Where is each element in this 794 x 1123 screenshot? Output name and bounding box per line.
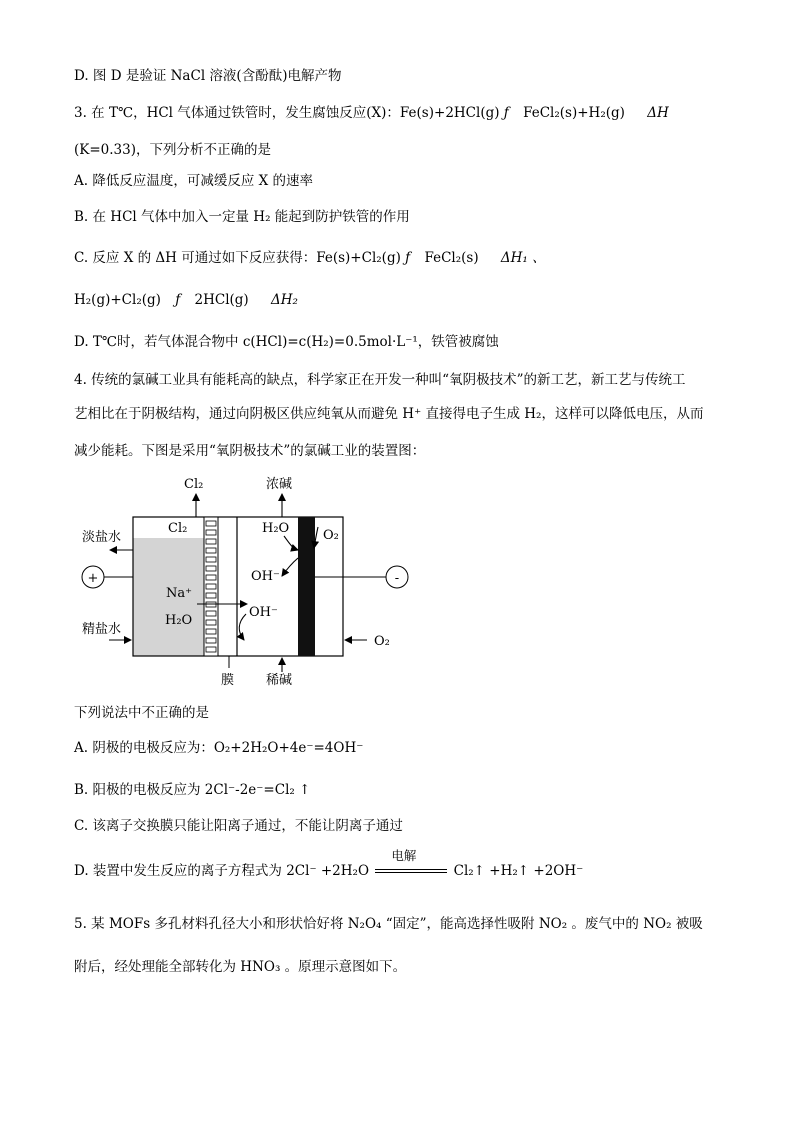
q4d-line-bottom	[375, 872, 447, 873]
q4d-products: Cl₂↑ +H₂↑ +2OH⁻	[453, 863, 584, 879]
cl2-in-label: Cl₂	[168, 521, 188, 536]
q4d-text: D. 装置中发生反应的离子方程式为 2Cl⁻ +2H₂O	[74, 863, 370, 879]
q4d-line-top	[375, 869, 447, 870]
q3c2-equilibrium-arrow: ƒ	[175, 292, 181, 308]
conc-base-label: 浓碱	[266, 477, 293, 492]
dilute-brine-label: 淡盐水	[82, 530, 122, 545]
q4-stem-line2: 艺相比在于阴极结构，通过向阴极区供应纯氧从而避免 H⁺ 直接得电子生成 H₂，这样可以降低电压，从而	[74, 406, 704, 422]
q4d-condition: 电解	[391, 848, 417, 863]
q4-stem-line3: 减少能耗。下图是采用“氧阴极技术”的氯碱工业的装置图：	[74, 443, 426, 459]
q4-option-d	[74, 848, 584, 880]
q3-equilibrium-arrow: ƒ	[503, 105, 509, 121]
h2o-left-label: H₂O	[165, 613, 193, 628]
q3c2-delta-h2: ΔH₂	[270, 292, 298, 308]
q5-stem-line1: 5. 某 MOFs 多孔材料孔径大小和形状恰好将 N₂O₄ “固定”，能高选择性吸附 NO₂ 。废气中的 NO₂ 被吸	[74, 916, 703, 932]
q3-k-line: (K=0.33)，下列分析不正确的是	[74, 142, 271, 158]
q3c2-reactants: H₂(g)+Cl₂(g)	[74, 292, 161, 308]
q2-option-d: D. 图 D 是验证 NaCl 溶液(含酚酞)电解产物	[74, 68, 342, 84]
q3-option-a: A. 降低反应温度，可减缓反应 X 的速率	[74, 173, 314, 189]
q4d-condition-arrow	[373, 848, 449, 880]
oh-from-cathode-arrow	[282, 558, 298, 576]
oh-mid-label: OH⁻	[249, 605, 278, 620]
q5-stem-line2: 附后，经处理能全部转化为 HNO₃ 。原理示意图如下。	[74, 959, 407, 975]
q3c-product: FeCl₂(s)	[424, 250, 479, 266]
cathode-electrode	[298, 517, 315, 656]
oh-right-label: OH⁻	[251, 569, 280, 584]
q3c-text: C. 反应 X 的 ΔH 可通过如下反应获得：Fe(s)+Cl₂(g)	[74, 250, 401, 266]
q3c-delta-h1: ΔH₁ 、	[500, 250, 546, 266]
oh-back-arrow	[239, 614, 246, 640]
q3-stem-text: 3. 在 T℃，HCl 气体通过铁管时，发生腐蚀反应(X)：Fe(s)+2HCl(g)	[74, 105, 500, 121]
q4-option-a: A. 阴极的电极反应为：O₂+2H₂O+4e⁻=4OH⁻	[74, 740, 364, 756]
h2o-to-cathode-arrow	[284, 536, 298, 550]
o2-in-label: O₂	[374, 634, 390, 649]
anode-pores	[206, 521, 216, 652]
q3-option-b: B. 在 HCl 气体中加入一定量 H₂ 能起到防护铁管的作用	[74, 209, 410, 225]
na-label: Na⁺	[166, 586, 192, 601]
membrane-label: 膜	[221, 673, 235, 688]
q4-option-b: B. 阳极的电极反应为 2Cl⁻-2e⁻=Cl₂ ↑	[74, 782, 311, 798]
q4-stem-line1: 4. 传统的氯碱工业具有能耗高的缺点，科学家正在开发一种叫“氧阴极技术”的新工艺，新工艺与传统工	[74, 372, 686, 388]
q3-option-d: D. T℃时，若气体混合物中 c(HCl)=c(H₂)=0.5mol·L⁻¹，铁管被腐蚀	[74, 334, 499, 350]
q3-products: FeCl₂(s)+H₂(g)	[523, 105, 625, 121]
q4-ask: 下列说法中不正确的是	[74, 705, 209, 721]
q3-delta-h: ΔH	[647, 105, 669, 121]
q3c-equilibrium-arrow: ƒ	[405, 250, 411, 266]
minus-sign: -	[394, 571, 400, 586]
o2-right-label: O₂	[323, 528, 339, 543]
fine-brine-label: 精盐水	[82, 622, 122, 637]
dilute-base-label: 稀碱	[266, 673, 293, 688]
cl2-out-label: Cl₂	[184, 477, 204, 492]
h2o-right-label: H₂O	[262, 521, 290, 536]
plus-sign: +	[87, 571, 99, 586]
q4-option-c: C. 该离子交换膜只能让阳离子通过，不能让阴离子通过	[74, 818, 403, 834]
q3c2-product: 2HCl(g)	[194, 292, 249, 308]
